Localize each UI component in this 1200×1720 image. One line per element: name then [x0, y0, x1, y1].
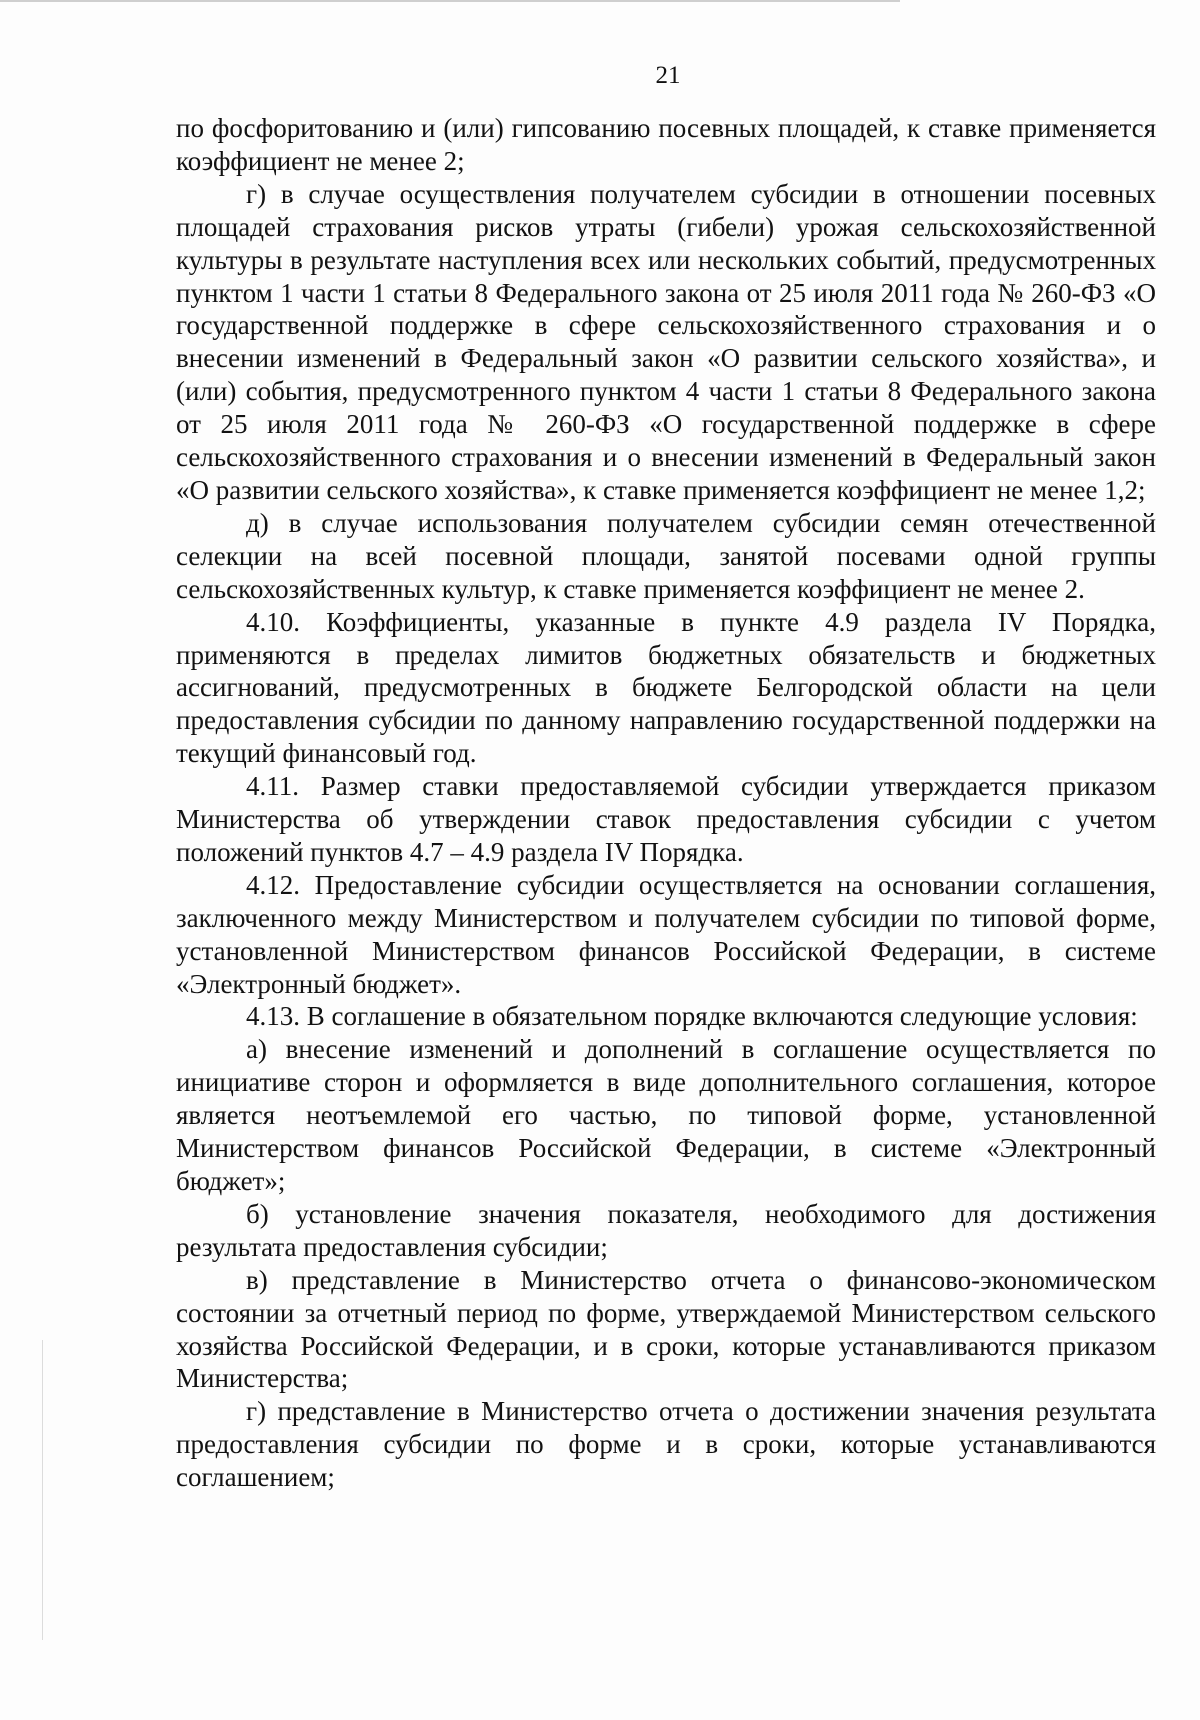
paragraph-4-13: 4.13. В соглашение в обязательном порядке включаются следующие условия: — [246, 1001, 1138, 1032]
scan-edge-left — [42, 1340, 43, 1640]
paragraph-continuation: по фосфоритованию и (или) гипсованию посевных площадей, к ставке применяется коэффициент не менее 2; — [176, 113, 1156, 176]
paragraph-item-g-insurance: г) в случае осуществления получателем субсидии в отношении посевных площадей страхования рисков утраты (гибели) урожая сельскохозяйственной культуры в результате наступления всех или нескольких событий, предусмотренных пунктом 1 части 1 статьи 8 Федерального закона от 25 июля 2011 года № 260-ФЗ «О государственной поддержке в сфере сельскохозяйственного страхования и о внесении изменений в Федеральный закон «О развитии сельского хозяйства», и (или) события, предусмотренного пунктом 4 части 1 статьи 8 Федерального закона от 25 июля 2011 года № 260-ФЗ «О государственной поддержке в сфере сельскохозяйственного страхования и о внесении изменений в Федеральный закон «О развитии сельского хозяйства», к ставке применяется коэффициент не менее 1,2; — [176, 178, 1156, 505]
paragraph-4-11: 4.11. Размер ставки предоставляемой субсидии утверждается приказом Министерства об утверждении ставок предоставления субсидии с учетом положений пунктов 4.7 – 4.9 раздела IV Порядка. — [176, 771, 1156, 867]
page-number: 21 — [655, 62, 681, 89]
paragraph-item-d-seeds: д) в случае использования получателем субсидии семян отечественной селекции на всей посевной площади, занятой посевами одной группы сельскохозяйственных культур, к ставке применяется коэффициент не менее 2. — [176, 507, 1156, 604]
paragraph-condition-b: б) установление значения показателя, необходимого для достижения результата предоставления субсидии; — [176, 1198, 1156, 1262]
paragraph-condition-g: г) представление в Министерство отчета о достижении значения результата предоставления субсидии по форме и в сроки, которые устанавливаются соглашением; — [176, 1396, 1156, 1493]
document-body — [176, 112, 1156, 1494]
paragraph-condition-a: а) внесение изменений и дополнений в соглашение осуществляется по инициативе сторон и оформляется в виде дополнительного соглашения, которое является неотъемлемой его частью, по типовой форме, установленной Министерством финансов Российской Федерации, в системе «Электронный бюджет»; — [176, 1034, 1156, 1196]
paragraph-4-10: 4.10. Коэффициенты, указанные в пункте 4.9 раздела IV Порядка, применяются в пределах лимитов бюджетных обязательств и бюджетных ассигнований, предусмотренных в бюджете Белгородской области на цели предоставления субсидии по данному направлению государственной поддержки на текущий финансовый год. — [176, 606, 1156, 769]
scan-edge-top — [0, 0, 900, 2]
paragraph-condition-v: в) представление в Министерство отчета о финансово-экономическом состоянии за отчетный период по форме, утверждаемой Министерством сельского хозяйства Российской Федерации, и в сроки, которые устанавливаются приказом Министерства; — [176, 1264, 1156, 1394]
paragraph-4-12: 4.12. Предоставление субсидии осуществляется на основании соглашения, заключенного между Министерством и получателем субсидии по типовой форме, установленной Министерством финансов Российской Федерации, в системе «Электронный бюджет». — [176, 869, 1156, 999]
